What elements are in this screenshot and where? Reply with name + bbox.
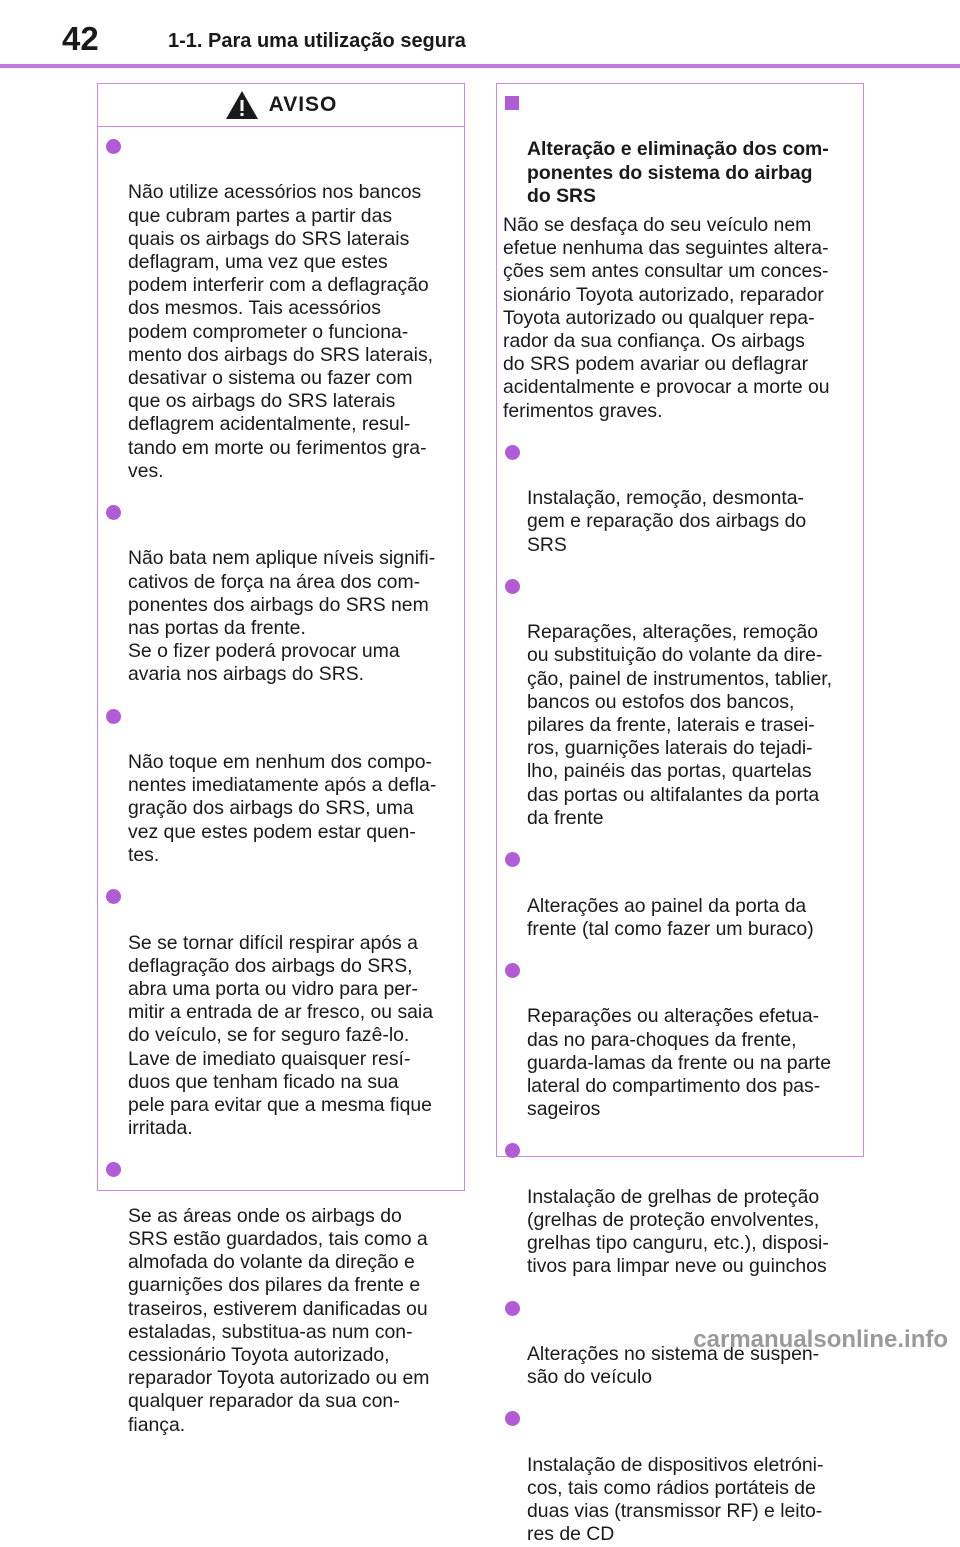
warning-item-text: Se as áreas onde os airbags do SRS estão guardados, tais como a almofada do volante da direção e guarnições dos pilares da frente e traseiros, estiverem danificadas ou estaladas, substitua-as num con- cessionário Toyota autorizado, reparador Toyota autorizado ou em qualquer reparador da sua con- fiança. xyxy=(128,1204,430,1436)
warning-content xyxy=(98,127,464,1437)
bullet-icon xyxy=(505,963,520,978)
warning-item-text: Não toque em nenhum dos compo- nentes imediatamente após a defla- gração dos airbags do SRS, uma vez que estes podem estar quen- tes. xyxy=(128,751,437,866)
srs-item xyxy=(503,1407,851,1546)
warning-label: AVISO xyxy=(268,93,338,116)
warning-box xyxy=(97,83,465,1436)
srs-item-text: Alterações ao painel da porta da frente (tal como fazer um buraco) xyxy=(527,894,814,940)
warning-item xyxy=(104,885,452,1140)
srs-item xyxy=(503,575,851,830)
bullet-icon xyxy=(106,1162,121,1177)
warning-item xyxy=(104,501,452,687)
warning-item xyxy=(104,1158,452,1436)
srs-item-text: Instalação, remoção, desmonta- gem e reparação dos airbags do SRS xyxy=(527,487,807,556)
warning-item xyxy=(104,135,452,483)
srs-item-text: Reparações ou alterações efetua- das no para-choques da frente, guarda-lamas da frente ou na parte lateral do compartimento dos pas- sageiros xyxy=(527,1005,831,1121)
srs-item-text: Instalação de dispositivos eletróni- cos, tais como rádios portáteis de duas vias (transmissor RF) e leito- res de CD xyxy=(527,1453,824,1546)
warning-item-text: Não utilize acessórios nos bancos que cubram partes a partir das quais os airbags do SRS laterais deflagram, uma vez que estes podem interferir com a deflagração dos mesmos. Tais acessórios podem comprometer o funciona- mento dos airbags do SRS laterais, desativar o sistema ou fazer com que os airbags do SRS laterais deflagrem acidentalmente, resul- tando em morte ou ferimentos gra- ves. xyxy=(128,181,434,482)
srs-item-text: Instalação de grelhas de proteção (grelhas de proteção envolventes, grelhas tipo canguru, etc.), disposi- tivos para limpar neve ou guinchos xyxy=(527,1185,829,1278)
srs-item-text: Alterações no sistema de suspen- são do veículo xyxy=(527,1342,820,1389)
bullet-icon xyxy=(505,852,520,867)
srs-item xyxy=(503,441,851,557)
bullet-icon xyxy=(505,1411,520,1426)
section-title: 1-1. Para uma utilização segura xyxy=(168,30,466,52)
bullet-icon xyxy=(505,579,520,594)
bullet-icon xyxy=(106,709,121,724)
srs-heading xyxy=(503,92,851,208)
warning-item-text: Se se tornar difícil respirar após a deflagração dos airbags do SRS, abra uma porta ou vidro para per- mitir a entrada de ar fresco, ou saia do veículo, se for seguro fazê-lo. Lave de imediato quaisquer resí- duos que tenham ficado na sua pele para evitar que a mesma fique irritada. xyxy=(128,931,434,1140)
warning-item-text: Não bata nem aplique níveis signifi- cativos de força na área dos com- ponentes dos airbags do SRS nem nas portas da frente. Se o fizer poderá provocar uma avaria nos airbags do SRS. xyxy=(128,547,436,686)
srs-item xyxy=(503,848,851,941)
bullet-icon xyxy=(106,139,121,154)
header-rule xyxy=(0,64,960,68)
watermark: carmanualsonline.info xyxy=(693,1326,948,1353)
bullet-icon xyxy=(106,889,121,904)
bullet-icon xyxy=(106,505,121,520)
bullet-icon xyxy=(505,1301,520,1316)
bullet-icon xyxy=(505,445,520,460)
warning-triangle-icon xyxy=(225,90,259,120)
srs-item-text: Reparações, alterações, remoção ou substituição do volante da dire- ção, painel de instrumentos, tablier, bancos ou estofos dos bancos, pilares da frente, laterais e trasei- ros, guarnições laterais do tejadi- lho, painéis das portas, quartelas das portas ou altifalantes da porta da frente xyxy=(527,621,833,829)
srs-item xyxy=(503,1139,851,1278)
srs-heading-text: Alteração e eliminação dos com- ponentes do sistema do airbag do SRS xyxy=(527,138,829,207)
srs-intro: Não se desfaça do seu veículo nem efetue nenhuma das seguintes altera- ções sem antes consultar um conces- sionário Toyota autorizado, reparador Toyota autorizado ou qualquer repa- rador da sua confiança. Os airbags do SRS podem avariar ou deflagrar acidentalmente e provocar a morte ou ferimentos graves. xyxy=(503,214,830,422)
page-number: 42 xyxy=(62,20,99,57)
warning-header xyxy=(98,84,464,127)
srs-item xyxy=(503,959,851,1121)
warning-item xyxy=(104,705,452,867)
bullet-icon xyxy=(505,1143,520,1158)
square-bullet-icon xyxy=(505,96,519,110)
